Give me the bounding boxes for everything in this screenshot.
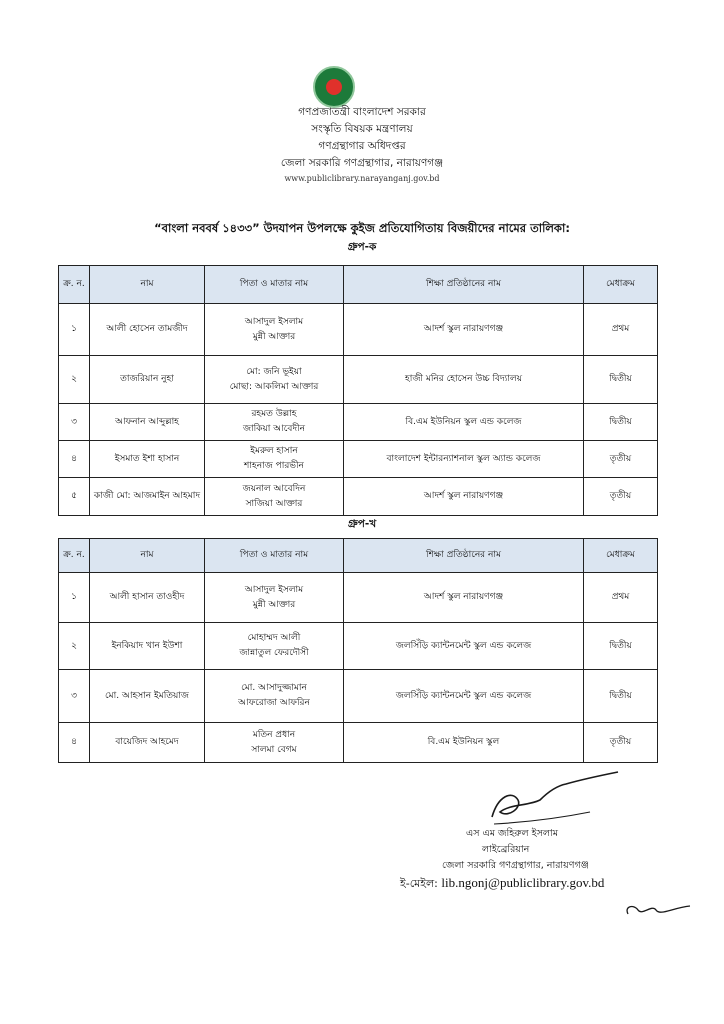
cell-mother: জান্নাতুল ফেরদৌসী	[239, 648, 309, 658]
cell-name: কাজী মো: আজমাইন আহমাদ	[90, 478, 205, 516]
cell-mother: জাকিয়া আবেদীন	[242, 424, 306, 434]
column-header-institution: শিক্ষা প্রতিষ্ঠানের নাম	[344, 539, 584, 573]
cell-institution: আদর্শ স্কুল নারায়ণগঞ্জ	[344, 573, 584, 623]
cell-institution: বি.এম ইউনিয়ন স্কুল এন্ড কলেজ	[344, 404, 584, 441]
cell-institution: আদর্শ স্কুল নারায়ণগঞ্জ	[344, 304, 584, 356]
email-address: lib.ngonj@publiclibrary.gov.bd	[441, 875, 605, 890]
cell-name: আলী হোসেন তামজীদ	[90, 304, 205, 356]
cell-institution: বাংলাদেশ ইন্টারন্যাশনাল স্কুল অ্যান্ড কলেজ	[344, 441, 584, 478]
group-a-label: গ্রুপ-ক	[347, 241, 377, 253]
email-label: ই-মেইল:	[400, 877, 438, 890]
column-header-parents: পিতা ও মাতার নাম	[205, 266, 344, 304]
cell-parents	[205, 573, 344, 623]
signature-underline	[494, 812, 590, 824]
cell-sl: ৪	[59, 723, 90, 763]
cell-sl: ৩	[59, 404, 90, 441]
cell-parents	[205, 623, 344, 670]
cell-mother: মুন্নী আক্তার	[252, 331, 296, 342]
cell-name: আফনান আব্দুল্লাহ	[90, 404, 205, 441]
group-b-table	[58, 538, 658, 763]
cell-sl: ১	[59, 304, 90, 356]
initials-stroke	[627, 906, 690, 914]
signatory-email-line	[400, 874, 700, 893]
cell-parents	[205, 723, 344, 763]
column-header-name: নাম	[90, 266, 205, 304]
cell-name: আলী হাসান তাওহীদ	[90, 573, 205, 623]
header-office: জেলা সরকারি গণগ্রন্থাগার, নারায়ণগঞ্জ	[280, 157, 444, 169]
group-a-table	[58, 265, 658, 516]
cell-mother: সাজিয়া আক্তার	[245, 498, 303, 509]
cell-name: ইসমাত ইশা হাসান	[90, 441, 205, 478]
cell-parents	[205, 404, 344, 441]
cell-sl: ৩	[59, 670, 90, 723]
table-header-row	[59, 539, 658, 573]
header-website: www.publiclibrary.narayanganj.gov.bd	[284, 174, 440, 183]
column-header-sl: ক্র. ন.	[59, 539, 90, 573]
cell-father: জয়নাল আবেদিন	[242, 483, 306, 494]
signature-stroke	[492, 772, 618, 817]
cell-parents	[205, 441, 344, 478]
cell-rank: তৃতীয়	[584, 478, 658, 516]
cell-mother: আফরোজা আফরিন	[238, 698, 310, 708]
column-header-parents: পিতা ও মাতার নাম	[205, 539, 344, 573]
cell-sl: ২	[59, 356, 90, 404]
cell-name: তাজরিয়ান নুহা	[90, 356, 205, 404]
column-header-rank: মেধাক্রম	[584, 266, 658, 304]
table-row	[59, 573, 658, 623]
signatory-name: এস এম জহিরুল ইসলাম	[466, 828, 558, 839]
cell-parents	[205, 478, 344, 516]
group-b-label: গ্রুপ-খ	[347, 518, 377, 530]
cell-institution: জলসিঁড়ি ক্যান্টনমেন্ট স্কুল এন্ড কলেজ	[344, 670, 584, 723]
cell-rank: দ্বিতীয়	[584, 623, 658, 670]
cell-rank: প্রথম	[584, 573, 658, 623]
cell-father: রহমত উল্লাহ	[251, 409, 297, 419]
table-row	[59, 441, 658, 478]
table-row	[59, 356, 658, 404]
cell-institution: বি.এম ইউনিয়ন স্কুল	[344, 723, 584, 763]
header-ministry: সংস্কৃতি বিষয়ক মন্ত্রণালয়	[311, 123, 413, 135]
cell-father: আসাদুল ইসলাম	[244, 316, 304, 327]
cell-institution: জলসিঁড়ি ক্যান্টনমেন্ট স্কুল এন্ড কলেজ	[344, 623, 584, 670]
cell-rank: তৃতীয়	[584, 441, 658, 478]
table-row	[59, 670, 658, 723]
cell-rank: দ্বিতীয়	[584, 670, 658, 723]
cell-parents	[205, 356, 344, 404]
cell-institution: হাজী মনির হোসেন উচ্চ বিদ্যালয়	[344, 356, 584, 404]
table-row	[59, 478, 658, 516]
signature-block	[400, 826, 700, 893]
cell-sl: ৫	[59, 478, 90, 516]
header-directorate: গণগ্রন্থাগার অধিদপ্তর	[318, 140, 406, 152]
cell-mother: মোছা: আকলিমা আক্তার	[229, 381, 319, 392]
header-government: গণপ্রজাতন্ত্রী বাংলাদেশ সরকার	[298, 106, 426, 118]
emblem-red-disc	[326, 79, 342, 95]
cell-parents	[205, 304, 344, 356]
cell-father: ইমরুল হাসান	[250, 446, 298, 456]
cell-mother: শাহনাজ পারভীন	[244, 461, 304, 471]
cell-father: আসাদুল ইসলাম	[244, 584, 304, 595]
column-header-institution: শিক্ষা প্রতিষ্ঠানের নাম	[344, 266, 584, 304]
table-row	[59, 723, 658, 763]
cell-mother: সালমা বেগম	[251, 744, 297, 755]
cell-institution: আদর্শ স্কুল নারায়ণগঞ্জ	[344, 478, 584, 516]
letterhead	[0, 104, 724, 186]
column-header-name: নাম	[90, 539, 205, 573]
table-row	[59, 404, 658, 441]
cell-parents	[205, 670, 344, 723]
cell-rank: প্রথম	[584, 304, 658, 356]
cell-rank: দ্বিতীয়	[584, 404, 658, 441]
column-header-rank: মেধাক্রম	[584, 539, 658, 573]
cell-name: ইনকিয়াদ খান ইউশা	[90, 623, 205, 670]
government-emblem-logo	[313, 66, 355, 108]
cell-name: মো. আহসান ইমতিয়াজ	[90, 670, 205, 723]
cell-rank: দ্বিতীয়	[584, 356, 658, 404]
column-header-sl: ক্র. ন.	[59, 266, 90, 304]
cell-father: মোহাম্মদ আলী	[247, 633, 301, 643]
signatory-designation: লাইব্রেরিয়ান	[482, 844, 530, 855]
table-row	[59, 304, 658, 356]
cell-rank: তৃতীয়	[584, 723, 658, 763]
cell-father: মো: জনি ভূইয়া	[246, 366, 302, 377]
cell-father: মো. আসাদুজ্জামান	[241, 683, 307, 693]
cell-father: মতিন প্রধান	[252, 729, 296, 740]
cell-name: বায়েজিদ আহমেদ	[90, 723, 205, 763]
document-title: “বাংলা নববর্ষ ১৪৩৩” উদযাপন উপলক্ষে কুইজ প্রতিযোগিতায় বিজয়ীদের নামের তালিকা:	[154, 221, 570, 235]
cell-mother: মুন্নী আক্তার	[252, 599, 296, 610]
signatory-office: জেলা সরকারি গণগ্রন্থাগার, নারায়ণগঞ্জ	[442, 860, 589, 871]
cell-sl: ১	[59, 573, 90, 623]
cell-sl: ২	[59, 623, 90, 670]
cell-sl: ৪	[59, 441, 90, 478]
table-row	[59, 623, 658, 670]
table-header-row	[59, 266, 658, 304]
